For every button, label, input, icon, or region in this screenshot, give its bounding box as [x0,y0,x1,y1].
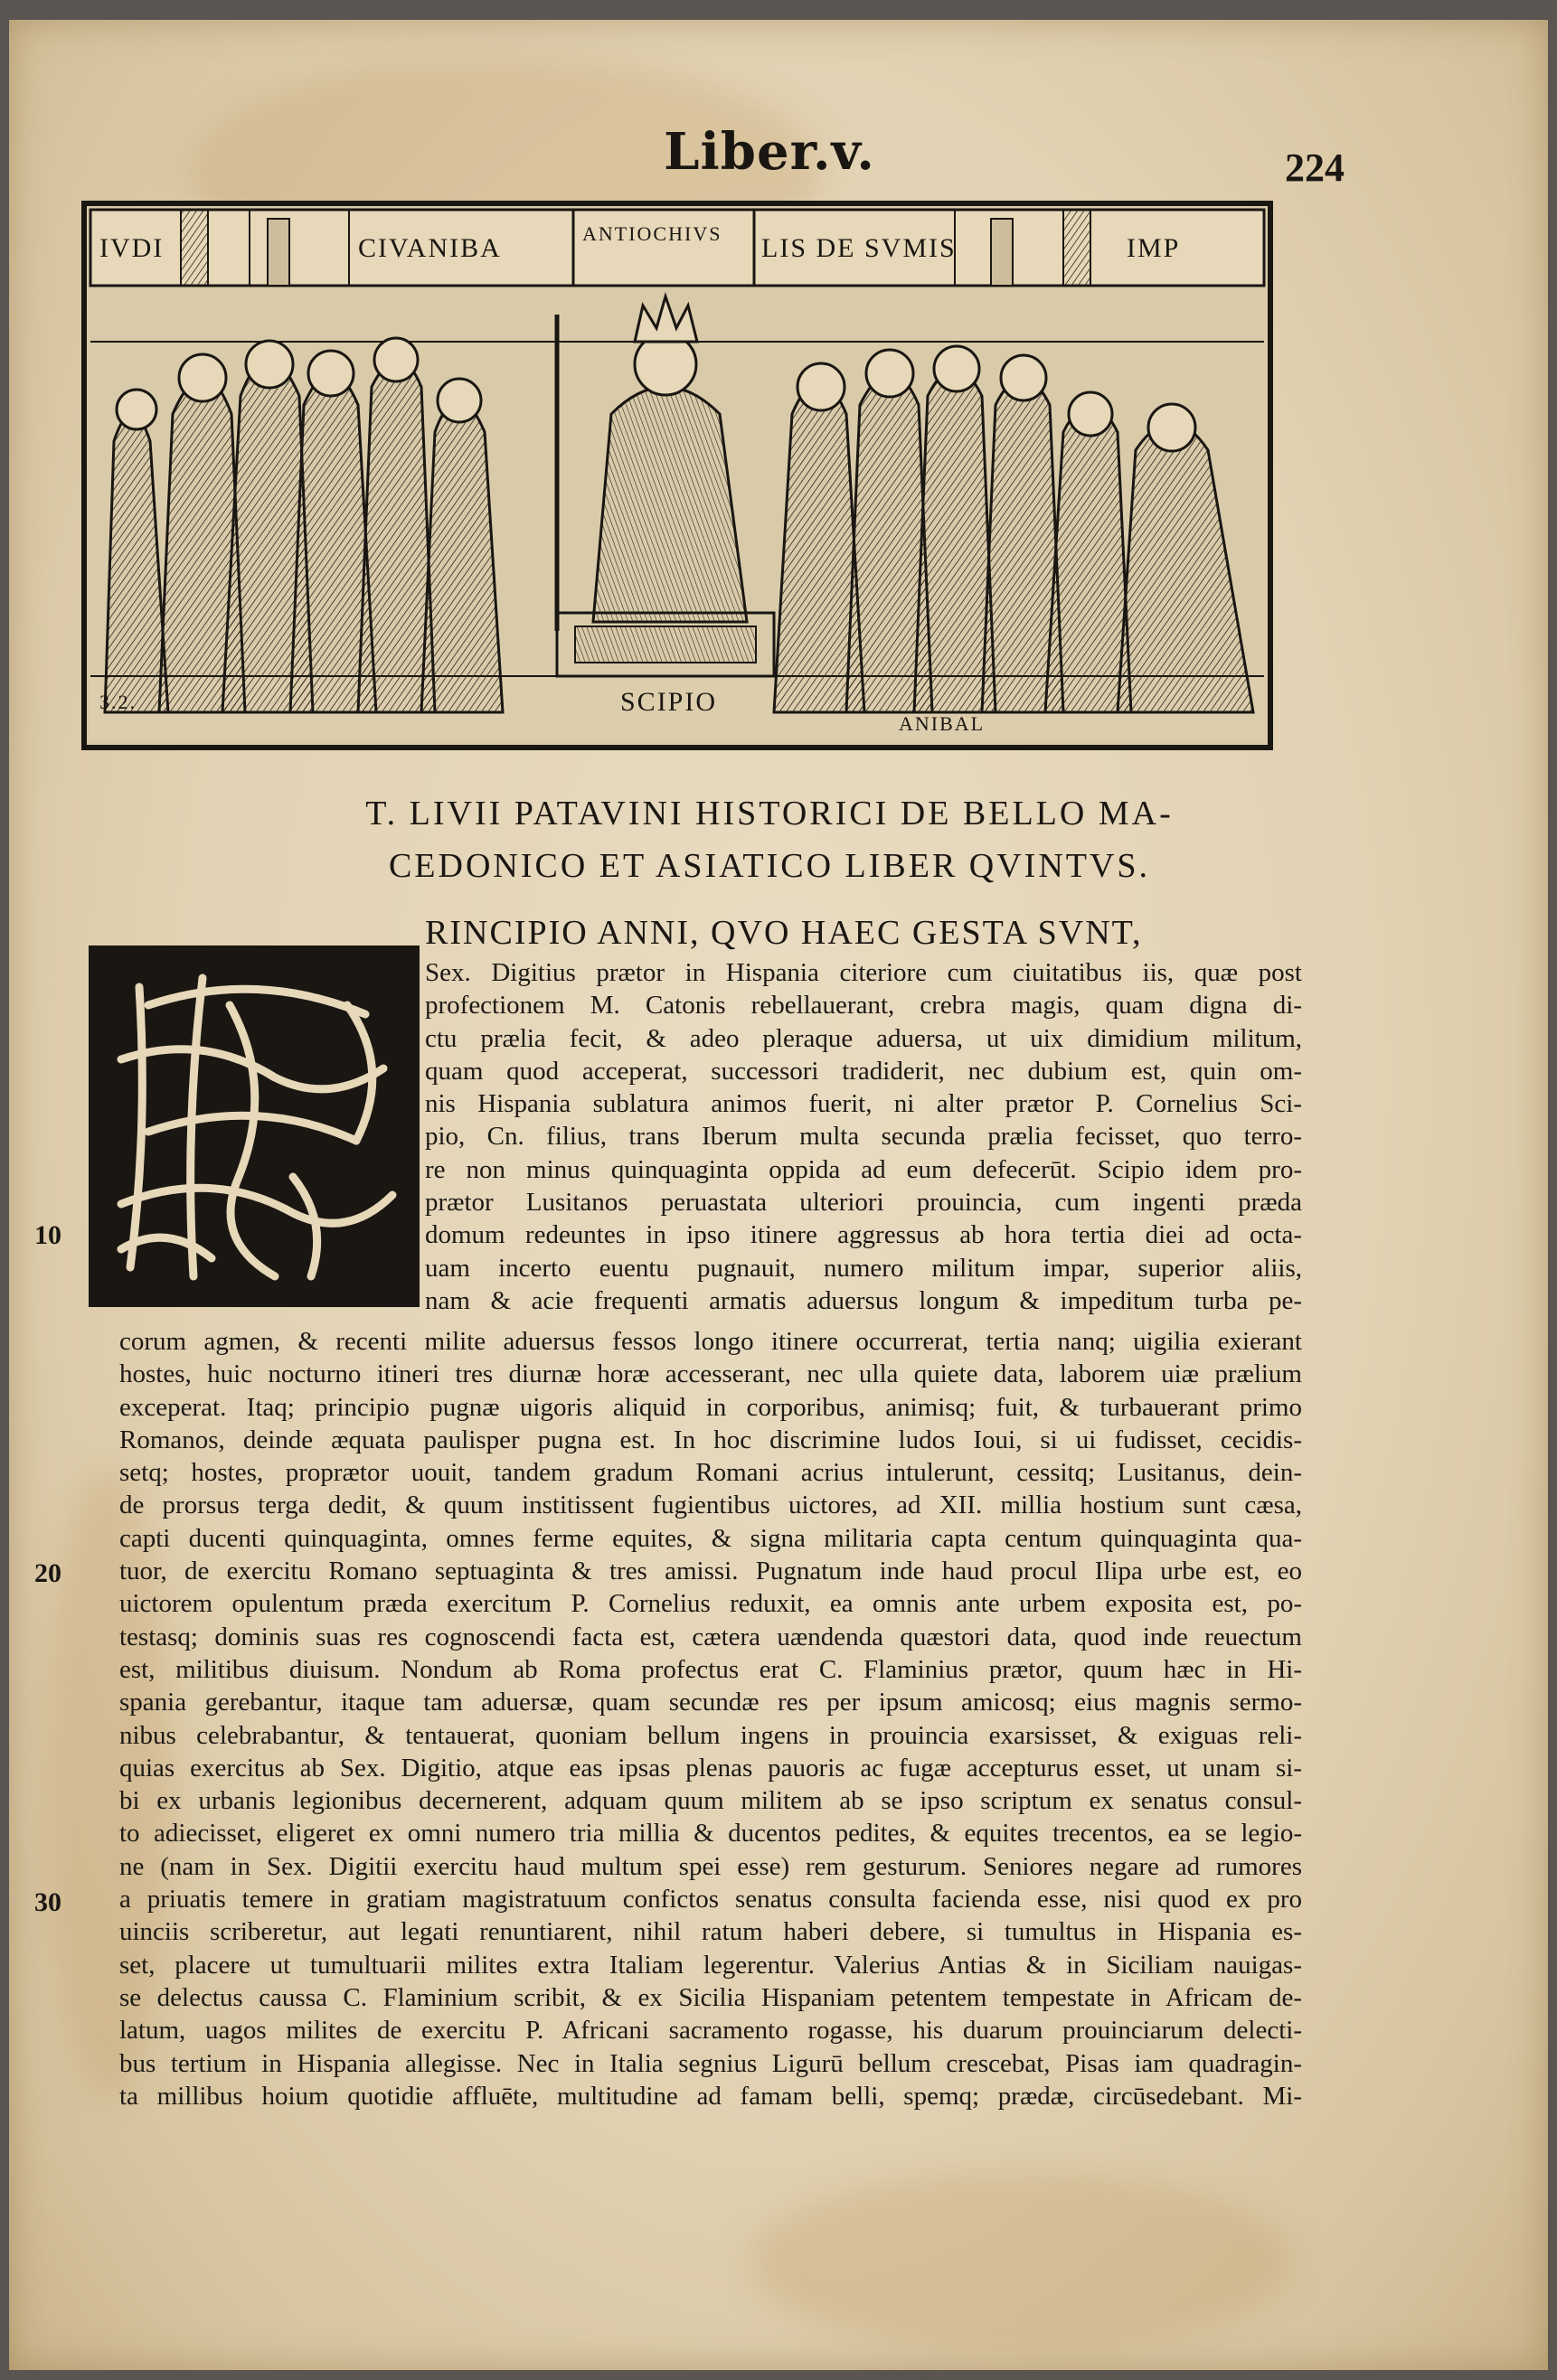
caption-scipio: SCIPIO [620,687,718,717]
text-line: de prorsus terga dedit, & quum institissent fugientibus uictores, ad XII. millia hostium sunt cæsa, [119,1491,1302,1520]
margin-line-number: 10 [34,1220,61,1250]
text-line: ne (nam in Sex. Digitii exercitu haud multum spei esse) rem gesturum. Seniores negare ad rumores [119,1851,1302,1881]
text-line: exceperat. Itaq; principio pugnæ uigoris aliquid in corporibus, animisq; fuit, & turbauerant primo [119,1392,1302,1422]
book-title-line-1: T. LIVII PATAVINI HISTORICI DE BELLO MA- [365,795,1174,833]
text-line: set, placere ut tumultuarii milites extra Italiam legerentur. Valerius Antias & in Siciliam nauigas- [119,1950,1302,1980]
text-line: uictorem opulentum præda exercitum P. Cornelius reduxit, ea omnis ante urbem exposita est, po- [119,1589,1302,1619]
text-line: latum, uagos milites de exercitu P. Africani sacramento rogasse, his duarum prouinciarum delecti- [119,2016,1302,2046]
text-line: se delectus caussa C. Flaminium scribit, & ex Sicilia Hispaniam petentem tempestate in Africam de- [119,1982,1302,2012]
text-line: Romanos, deinde æquata paulisper pugna est. In hoc discrimine ludos Ioui, si ui fudisset, cecidis- [119,1425,1302,1454]
text-line: ctu prælia fecit, & adeo pleraque aduersa, ut uix dimidium militum, [425,1023,1302,1053]
text-line: profectionem M. Catonis rebellauerant, crebra magis, quam digna di- [425,991,1302,1021]
text-line: nam & acie frequenti armatis aduersus longum & impeditum turba pe- [425,1285,1302,1315]
text-line: nibus celebrabantur, & tentauerat, quoniam bellum ingens in prouincia exarsisset, & exiguas reli- [119,1720,1302,1750]
caption-top-3: ANTIOCHIVS [582,222,722,245]
caption-top-1: IVDI [99,233,165,263]
text-line: domum redeuntes in ipso itinere aggressus ab hora tertia diei ad octa- [425,1220,1302,1250]
text-line: testasq; dominis suas res cognoscendi facta est, cætera uændenda quæstori data, quod inde reuectum [119,1622,1302,1651]
text-line: tuor, de exercitu Romano septuaginta & tres amissi. Pugnatum inde haud procul Ilipa urbe est, eo [119,1557,1302,1586]
decorated-initial [89,945,420,1307]
text-line: bi ex urbanis legionibus decernerent, adquam quum militem ab se ipso scriptum ex senatus consul- [119,1786,1302,1816]
book-title-line-2: CEDONICO ET ASIATICO LIBER QVINTVS. [388,847,1151,885]
text-block-beside-initial [425,956,1302,1317]
text-line: re non minus quinquaginta oppida ad eum defecerūt. Scipio idem pro- [425,1154,1302,1184]
initial-ornament [94,951,414,1302]
woodcut-illustration [81,201,1273,750]
text-line: Sex. Digitius prætor in Hispania citeriore cum ciuitatibus iis, quæ post [425,958,1302,987]
text-line: uam incerto euentu pugnauit, numero militum impar, superior aliis, [425,1253,1302,1283]
text-line: uinciis scriberetur, aut legati renuntiarent, nihil ratum haberi debere, si tumultus in Hispania es- [119,1917,1302,1947]
text-line: to adiecisset, eligeret ex omni numero tria millia & ducentos pedites, & equites trecentos, ea se legio- [119,1819,1302,1848]
text-line: corum agmen, & recenti milite aduersus fessos longo itinere occurrerat, tertia nanq; uigilia exierant [119,1327,1302,1356]
text-line: bus tertium in Hispania allegisse. Nec in Italia segnius Ligurū bellum crescebat, Pisas iam quadragin- [119,2048,1302,2078]
caption-top-5: IMP [1127,233,1181,263]
text-line: quias exercitus ab Sex. Digitio, atque eas ipsas plenas pauoris ac fugæ accepturus esset, ut unam si- [119,1753,1302,1783]
woodcut-scene [87,206,1268,745]
caption-top-4: LIS DE SVMIS [761,233,957,263]
margin-line-number: 20 [34,1558,61,1588]
text-line: quam quod acceperat, successori tradiderit, nec dubium est, quin om- [425,1056,1302,1086]
text-line: a priuatis temere in gratiam magistratuum confictos senatus consulta facienda esse, nisi quod ex pro [119,1885,1302,1914]
caption-plate-number: 3.2. [99,691,137,713]
text-line: ta millibus hoium quotidie affluēte, multitudine ad famam belli, spemq; prædæ, circūsedebant. Mi- [119,2081,1302,2111]
text-line: pio, Cn. filius, trans Iberum multa secunda prælia fecisset, quo terro- [425,1122,1302,1152]
caption-top-2: CIVANIBA [358,233,502,263]
text-line: spania gerebantur, itaque tam aduersæ, quam secundæ res per ipsum amicosq; eius magnis sermo- [119,1688,1302,1717]
text-line: prætor Lusitanos peruastata ulteriori prouincia, cum ingenti præda [425,1188,1302,1218]
margin-line-number: 30 [34,1887,61,1917]
text-line: hostes, huic nocturno itineri tres diurnæ horæ accesserant, nec ulla quiete data, laborem uiæ prælium [119,1359,1302,1389]
text-block-full-width [119,1325,1302,2112]
water-stain [750,2171,1293,2352]
text-line: est, militibus diuisum. Nondum ab Roma profectus erat C. Flaminius prætor, quum hæc in Hi- [119,1654,1302,1684]
text-line: capti ducenti quinquaginta, omnes ferme equites, & signa militaria capta centum quinquaginta qua- [119,1523,1302,1553]
folio-number: 224 [1285,146,1345,190]
text-line: nis Hispania sublatura animos fuerit, ni alter prætor P. Cornelius Sci- [425,1089,1302,1119]
opening-line: RINCIPIO ANNI, QVO HAEC GESTA SVNT, [425,914,1143,952]
caption-anibal: ANIBAL [899,712,986,735]
text-line: setq; hostes, proprætor uouit, tandem gradum Romani acrius intulerunt, cessitq; Lusitanus, dein- [119,1458,1302,1488]
running-head: Liber.v. [664,122,875,182]
